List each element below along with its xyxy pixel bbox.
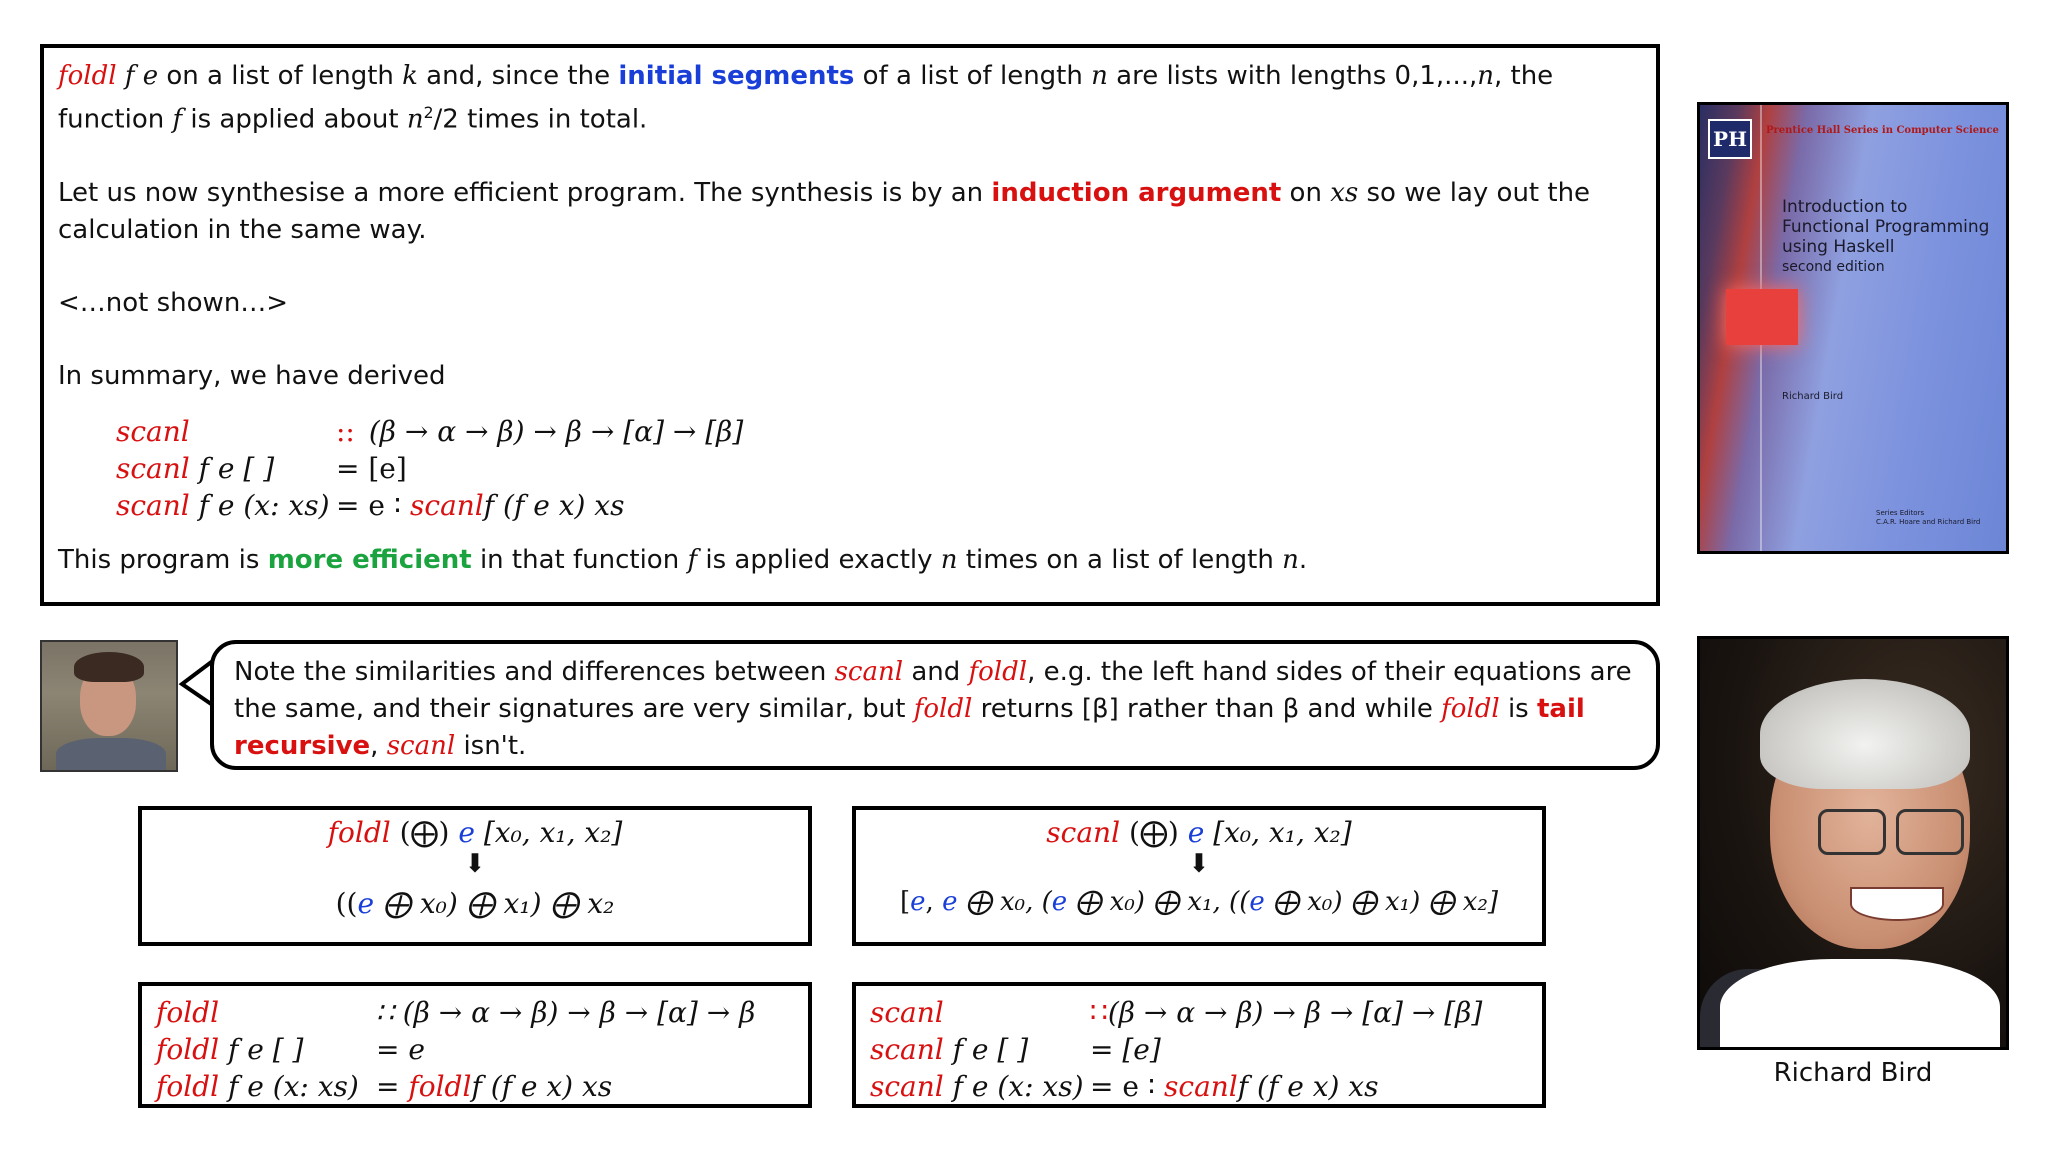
var-n: n: [1477, 61, 1494, 91]
var-n: n: [940, 544, 958, 575]
expr: ⨁ x₀) ⨁ x₁, ((: [1067, 887, 1250, 917]
var-f: f: [172, 104, 183, 135]
paren: ((: [335, 887, 358, 920]
main-text-box: [40, 44, 1660, 606]
rhs: =: [376, 1070, 400, 1103]
args: f e (x: xs): [219, 1070, 359, 1103]
text: is applied about: [190, 104, 399, 135]
paragraph-summary: In summary, we have derived: [58, 360, 446, 391]
editors-line: C.A.R. Hoare and Richard Bird: [1876, 518, 1981, 526]
richard-bird-photo: [1697, 636, 2009, 1050]
args: f e (x: xs): [943, 1070, 1084, 1103]
code-row: [870, 994, 1528, 1031]
operator: (⨁): [1128, 816, 1179, 849]
text: is: [1507, 694, 1529, 724]
var-e: e: [910, 887, 926, 917]
publisher-logo: PH: [1708, 119, 1752, 159]
var-xs: xs: [1330, 177, 1359, 208]
fn-foldl: foldl: [913, 694, 973, 724]
bracket: [: [899, 887, 911, 917]
list: [x₀, x₁, x₂]: [483, 816, 623, 849]
down-arrow-icon: ⬇: [1188, 849, 1210, 879]
type-sig-colons: ∷: [1090, 996, 1108, 1029]
highlight-initial-segments: initial segments: [618, 61, 855, 91]
fn-scanl: scanl: [116, 488, 190, 522]
var-e: e: [458, 816, 475, 849]
type-signature: (β → α → β) → β → [α] → [β]: [368, 414, 744, 448]
operator: (⨁): [399, 816, 450, 849]
fn-foldl: foldl: [156, 1070, 220, 1103]
exponent: 2: [423, 104, 434, 122]
book-editors: [1876, 509, 1980, 527]
text: on: [1289, 177, 1322, 208]
type-signature: ∷ (β → α → β) → β → [α] → β: [376, 996, 756, 1029]
var-e: e: [142, 61, 159, 91]
text: on a list of length: [166, 61, 394, 91]
title-line: Introduction to: [1782, 197, 1908, 217]
var-e: e: [942, 887, 958, 917]
cover-red-square: [1726, 289, 1798, 345]
text: are lists with lengths 0,1,...,: [1116, 61, 1478, 91]
down-arrow-icon: ⬇: [464, 849, 486, 879]
text: returns [β] rather than β and while: [980, 694, 1433, 724]
sep: ,: [925, 887, 943, 917]
text: of a list of length: [862, 61, 1083, 91]
edition: second edition: [1782, 259, 1885, 275]
paragraph-efficiency: [58, 542, 1642, 579]
paragraph-2: [58, 175, 1642, 249]
expr: ⨁ x₀) ⨁ x₁) ⨁ x₂]: [1264, 887, 1499, 917]
scanl-evaluation-box: [852, 806, 1546, 946]
paragraph-not-shown: <…not shown…>: [58, 287, 289, 318]
foldl-result: [142, 887, 808, 920]
rhs: = e ∶: [336, 488, 402, 522]
highlight-more-efficient: more efficient: [267, 544, 472, 575]
title-line: Functional Programming: [1782, 217, 1990, 237]
code-row: [116, 487, 1642, 524]
var-n: n: [406, 104, 424, 135]
text: is applied exactly: [705, 544, 933, 575]
speech-bubble: [210, 640, 1660, 770]
title-line: using Haskell: [1782, 237, 1895, 257]
code-row: [116, 450, 1642, 487]
scanl-result: [856, 887, 1542, 917]
args: f (f e x) xs: [1237, 1070, 1379, 1103]
code-row: [156, 994, 794, 1031]
code-row: [156, 1068, 794, 1105]
type-sig-colons: ::: [336, 414, 355, 448]
fn-foldl: foldl: [327, 816, 391, 849]
book-series: Prentice Hall Series in Computer Science: [1766, 125, 1999, 136]
highlight-tail-recursive: tail recursive: [234, 694, 1585, 761]
var-f: f: [124, 61, 135, 91]
text: so we lay out the calculation in the same way.: [58, 177, 1591, 245]
fn-scanl: scanl: [386, 731, 456, 761]
foldl-call: [142, 816, 808, 849]
fn-scanl: scanl: [834, 657, 904, 687]
rhs: = e ∶: [1090, 1070, 1156, 1103]
text: Note the similarities and differences between: [234, 657, 827, 687]
text: , the function: [58, 61, 1554, 135]
args: f e [ ]: [219, 1033, 304, 1066]
fn-scanl: scanl: [870, 1070, 944, 1103]
args: f e [ ]: [189, 451, 275, 485]
text: and: [911, 657, 961, 687]
scanl-call: [856, 816, 1542, 849]
var-e: e: [357, 887, 375, 920]
foldl-definition-box: [138, 982, 812, 1108]
fn-scanl: scanl: [1046, 816, 1121, 849]
var-n: n: [1282, 544, 1299, 575]
code-row: [870, 1068, 1528, 1105]
text: Let us now synthesise a more efficient program. The synthesis is by an: [58, 177, 984, 208]
photo-caption: Richard Bird: [1773, 1058, 1933, 1088]
book-title: [1782, 197, 1989, 277]
book-cover: [1697, 102, 2009, 554]
fn-foldl: foldl: [156, 996, 220, 1029]
code-row: [156, 1031, 794, 1068]
fn-scanl: scanl: [410, 488, 484, 522]
fn-scanl: scanl: [870, 996, 944, 1029]
var-k: k: [402, 61, 418, 91]
fn-foldl: foldl: [968, 657, 1028, 687]
text: in that function: [479, 544, 680, 575]
scanl-definition: [116, 413, 1642, 524]
fn-scanl: scanl: [116, 414, 190, 448]
var-f: f: [687, 544, 698, 575]
fn-scanl: scanl: [116, 451, 190, 485]
text: This program is: [58, 544, 260, 575]
text: isn't.: [463, 731, 527, 761]
text: times on a list of length: [965, 544, 1274, 575]
rhs: = [e]: [336, 451, 407, 485]
foldl-evaluation-box: [138, 806, 812, 946]
author-portrait-small: [40, 640, 178, 772]
paragraph-1: [58, 58, 1642, 139]
expr: ⨁ x₀, (: [957, 887, 1052, 917]
var-e: e: [1249, 887, 1265, 917]
scanl-definition-box: [852, 982, 1546, 1108]
rhs: = [e]: [1090, 1033, 1161, 1066]
code-row: [870, 1031, 1528, 1068]
text: and, since the: [426, 61, 611, 91]
highlight-induction-argument: induction argument: [991, 177, 1282, 208]
rhs: = e: [376, 1033, 425, 1066]
code-row: [116, 413, 1642, 450]
list: [x₀, x₁, x₂]: [1213, 816, 1352, 849]
fn-scanl: scanl: [870, 1033, 944, 1066]
text: , e.g. the left hand sides of their equations are the same, and their signatures are very similar, but: [234, 657, 1632, 724]
var-e: e: [1187, 816, 1205, 849]
args: f e (x: xs): [189, 488, 330, 522]
book-author: Richard Bird: [1782, 391, 1844, 402]
fn-foldl: foldl: [156, 1033, 220, 1066]
args: f e [ ]: [943, 1033, 1029, 1066]
var-n: n: [1091, 61, 1108, 91]
expr: ⨁ x₀) ⨁ x₁) ⨁ x₂: [374, 887, 615, 920]
text: .: [1298, 544, 1308, 575]
fn-foldl: foldl: [58, 61, 117, 91]
type-signature: (β → α → β) → β → [α] → [β]: [1107, 996, 1483, 1029]
fn-foldl: foldl: [408, 1070, 472, 1103]
editors-line: Series Editors: [1876, 509, 1925, 517]
fn-scanl: scanl: [1164, 1070, 1238, 1103]
args: f (f e x) xs: [471, 1070, 613, 1103]
text: /2 times in total.: [433, 104, 648, 135]
text: ,: [370, 731, 379, 761]
args: f (f e x) xs: [483, 488, 625, 522]
var-e: e: [1051, 887, 1068, 917]
fn-foldl: foldl: [1441, 694, 1500, 724]
